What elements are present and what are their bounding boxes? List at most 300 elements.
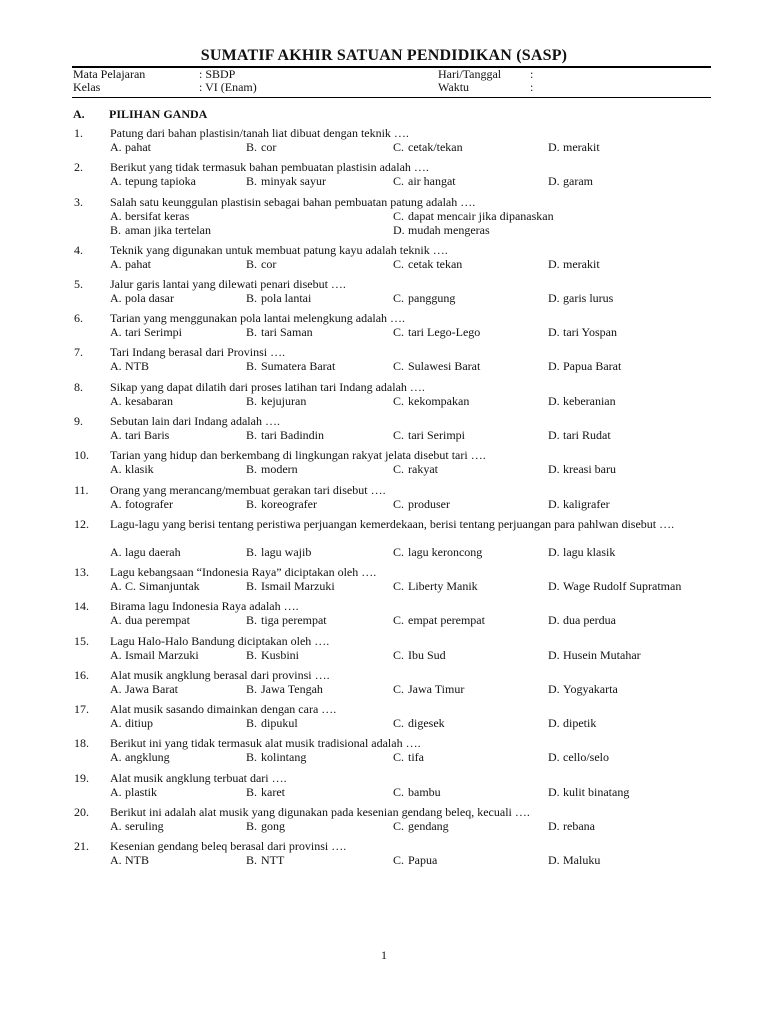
option-text: tepung tapioka: [125, 174, 196, 189]
option-letter: C.: [393, 578, 405, 593]
question-item: [72, 448, 722, 482]
answer-option: [393, 545, 482, 559]
option-letter: D.: [548, 544, 560, 559]
option-text: plastik: [125, 784, 157, 799]
option-letter: C.: [393, 359, 405, 374]
option-letter: B.: [246, 256, 258, 271]
question-text: Berikut yang tidak termasuk bahan pembuatan plastisin adalah ….: [110, 160, 429, 175]
answer-option: [393, 209, 554, 223]
option-text: produser: [408, 496, 450, 511]
question-item: [72, 668, 722, 702]
answer-option: [246, 462, 298, 476]
option-letter: D.: [548, 428, 560, 443]
option-text: panggung: [408, 290, 456, 305]
option-letter: D.: [548, 325, 560, 340]
option-letter: A.: [110, 681, 122, 696]
info-row-2: [72, 81, 711, 94]
option-text: Sumatera Barat: [261, 359, 336, 374]
exam-info-block: [72, 68, 711, 94]
option-letter: A.: [110, 716, 122, 731]
answer-option: [548, 291, 613, 305]
answer-option: [393, 853, 437, 867]
question-text: Tarian yang hidup dan berkembang di lingkungan rakyat jelata disebut tari ….: [110, 448, 486, 463]
answer-options: [110, 428, 722, 442]
question-item: [72, 311, 722, 345]
answer-options: [110, 785, 722, 799]
class-label: Kelas: [73, 80, 101, 94]
answer-option: [548, 545, 615, 559]
time-label: Waktu: [438, 80, 470, 94]
answer-option: [110, 291, 174, 305]
answer-option: [246, 359, 335, 373]
option-letter: D.: [548, 784, 560, 799]
answer-option: [246, 545, 311, 559]
question-text: Berikut ini yang tidak termasuk alat musik tradisional adalah ….: [110, 736, 421, 751]
option-letter: C.: [393, 853, 405, 868]
question-number: 9.: [74, 414, 83, 429]
option-text: garam: [563, 174, 593, 189]
option-text: rakyat: [408, 462, 438, 477]
answer-option: [246, 716, 298, 730]
option-text: tari Badindin: [261, 428, 324, 443]
answer-option: [548, 853, 600, 867]
answer-options: [110, 462, 722, 476]
option-letter: C.: [393, 256, 405, 271]
option-letter: A.: [110, 359, 122, 374]
option-text: Ibu Sud: [408, 647, 446, 662]
question-number: 20.: [74, 805, 89, 820]
option-letter: C.: [393, 174, 405, 189]
option-letter: D.: [548, 393, 560, 408]
option-letter: C.: [393, 681, 405, 696]
option-letter: B.: [246, 140, 258, 154]
option-letter: B.: [246, 784, 258, 799]
option-text: cetak tekan: [408, 256, 463, 271]
option-letter: D.: [393, 222, 405, 237]
answer-option: [110, 545, 181, 559]
option-letter: B.: [246, 613, 258, 628]
option-letter: B.: [246, 325, 258, 340]
answer-option: [246, 853, 284, 867]
option-letter: A.: [110, 819, 122, 834]
question-text: Sikap yang dapat dilatih dari proses latihan tari Indang adalah ….: [110, 379, 425, 394]
option-text: lagu keroncong: [408, 544, 483, 559]
option-letter: C.: [393, 462, 405, 477]
answer-option: [246, 497, 317, 511]
option-letter: B.: [246, 647, 258, 662]
answer-options: [110, 209, 722, 237]
option-text: merakit: [563, 256, 600, 271]
option-letter: B.: [246, 174, 258, 189]
question-text: Patung dari bahan plastisin/tanah liat dibuat dengan teknik ….: [110, 126, 409, 140]
answer-options: [110, 140, 722, 154]
answer-option: [110, 223, 211, 237]
option-text: keberanian: [563, 393, 616, 408]
answer-option: [548, 750, 609, 764]
answer-option: [110, 325, 182, 339]
option-text: lagu klasik: [563, 544, 616, 559]
answer-options: [110, 750, 722, 764]
option-letter: C.: [393, 647, 405, 662]
question-item: [72, 839, 722, 873]
answer-option: [393, 648, 446, 662]
subject-label: Mata Pelajaran: [73, 67, 146, 81]
option-text: Ismail Marzuki: [125, 647, 199, 662]
question-text: Teknik yang digunakan untuk membuat patung kayu adalah teknik ….: [110, 242, 448, 257]
answer-option: [110, 613, 190, 627]
option-text: Husein Mutahar: [563, 647, 641, 662]
question-text: Birama lagu Indonesia Raya adalah ….: [110, 599, 299, 614]
option-letter: A.: [110, 325, 122, 340]
option-text: cor: [261, 140, 277, 154]
question-number: 16.: [74, 667, 89, 682]
question-text: Tarian yang menggunakan pola lantai melengkung adalah ….: [110, 311, 406, 326]
question-number: 5.: [74, 276, 83, 291]
answer-options: [110, 174, 722, 188]
option-text: bambu: [408, 784, 441, 799]
option-text: klasik: [125, 462, 154, 477]
question-item: [72, 736, 722, 770]
answer-option: [246, 682, 323, 696]
header-rule-bottom: [72, 97, 711, 98]
option-letter: B.: [246, 853, 258, 868]
option-text: minyak sayur: [261, 174, 326, 189]
answer-options: [110, 819, 722, 833]
subject-value: : SBDP: [199, 67, 236, 81]
answer-option: [110, 359, 149, 373]
option-text: kolintang: [261, 750, 307, 765]
answer-option: [110, 497, 173, 511]
answer-option: [393, 428, 465, 442]
option-text: modern: [261, 462, 298, 477]
option-letter: C.: [393, 325, 405, 340]
answer-option: [393, 462, 438, 476]
option-text: dua perdua: [563, 613, 616, 628]
answer-option: [393, 497, 450, 511]
answer-option: [110, 428, 169, 442]
question-text: Alat musik sasando dimainkan dengan cara ….: [110, 702, 337, 717]
option-text: tiga perempat: [261, 613, 327, 628]
option-text: lagu daerah: [125, 544, 181, 559]
option-text: merakit: [563, 140, 600, 154]
answer-option: [246, 257, 276, 271]
answer-option: [393, 359, 480, 373]
option-text: digesek: [408, 716, 445, 731]
question-number: 4.: [74, 242, 83, 257]
question-text: Salah satu keunggulan plastisin sebagai bahan pembuatan patung adalah ….: [110, 194, 476, 209]
question-item: [72, 634, 722, 668]
option-text: tari Yospan: [563, 325, 618, 340]
option-text: tari Serimpi: [125, 325, 182, 340]
option-letter: C.: [393, 290, 405, 305]
option-text: mudah mengeras: [408, 222, 490, 237]
option-text: koreografer: [261, 496, 317, 511]
option-text: aman jika tertelan: [125, 222, 211, 237]
answer-option: [393, 613, 485, 627]
answer-option: [393, 819, 449, 833]
option-text: fotografer: [125, 496, 173, 511]
option-text: tari Baris: [125, 428, 170, 443]
option-text: gendang: [408, 819, 449, 834]
option-letter: D.: [548, 578, 560, 593]
answer-options: [110, 579, 722, 593]
option-letter: D.: [548, 716, 560, 731]
option-text: air hangat: [408, 174, 456, 189]
option-letter: D.: [548, 613, 560, 628]
option-letter: A.: [110, 174, 122, 189]
question-number: 2.: [74, 160, 83, 175]
question-item: [72, 805, 722, 839]
section-title: PILIHAN GANDA: [109, 107, 208, 121]
question-item: [72, 126, 722, 160]
option-letter: C.: [393, 750, 405, 765]
option-text: Jawa Tengah: [261, 681, 323, 696]
answer-option: [548, 174, 593, 188]
option-text: tari Saman: [261, 325, 313, 340]
question-number: 7.: [74, 345, 83, 360]
question-text: Lagu-lagu yang berisi tentang peristiwa perjuangan kemerdekaan, berisi tentang perjuangan para pahlwan disebut ….: [110, 516, 675, 531]
question-number: 12.: [74, 516, 89, 531]
time-value: :: [530, 80, 534, 94]
option-letter: A.: [110, 496, 122, 511]
answer-option: [110, 209, 189, 223]
option-text: Sulawesi Barat: [408, 359, 481, 374]
option-text: cor: [261, 256, 277, 271]
option-text: Liberty Manik: [408, 578, 478, 593]
option-text: empat perempat: [408, 613, 485, 628]
option-letter: B.: [246, 393, 258, 408]
option-letter: D.: [548, 462, 560, 477]
option-letter: D.: [548, 140, 560, 154]
question-text: Berikut ini adalah alat musik yang digunakan pada kesenian gendang beleq, kecuali ….: [110, 805, 530, 820]
answer-option: [110, 394, 173, 408]
question-number: 1.: [74, 126, 83, 140]
answer-option: [393, 223, 490, 237]
question-number: 6.: [74, 311, 83, 326]
option-letter: A.: [110, 750, 122, 765]
option-letter: D.: [548, 819, 560, 834]
option-letter: A.: [110, 853, 122, 868]
question-text: Kesenian gendang beleq berasal dari provinsi ….: [110, 839, 347, 854]
option-text: kaligrafer: [563, 496, 610, 511]
option-text: rebana: [563, 819, 595, 834]
option-text: gong: [261, 819, 285, 834]
answer-option: [246, 325, 313, 339]
option-letter: D.: [548, 681, 560, 696]
option-letter: D.: [548, 647, 560, 662]
answer-option: [246, 579, 335, 593]
option-text: dipetik: [563, 716, 597, 731]
option-letter: B.: [246, 359, 258, 374]
answer-option: [393, 579, 478, 593]
answer-option: [393, 140, 463, 154]
answer-option: [246, 174, 326, 188]
option-letter: B.: [246, 578, 258, 593]
option-letter: B.: [246, 681, 258, 696]
option-letter: C.: [393, 140, 405, 154]
question-number: 17.: [74, 702, 89, 717]
answer-option: [246, 785, 285, 799]
option-letter: A.: [110, 208, 122, 223]
option-text: Ismail Marzuki: [261, 578, 335, 593]
answer-option: [548, 325, 617, 339]
answer-option: [246, 428, 324, 442]
option-text: karet: [261, 784, 285, 799]
option-letter: A.: [110, 140, 122, 154]
option-text: Kusbini: [261, 647, 300, 662]
option-letter: A.: [110, 462, 122, 477]
exam-title: SUMATIF AKHIR SATUAN PENDIDIKAN (SASP): [200, 47, 568, 64]
class-value: : VI (Enam): [199, 80, 257, 94]
option-letter: D.: [548, 174, 560, 189]
answer-option: [110, 140, 151, 154]
answer-option: [110, 648, 199, 662]
option-text: tari Lego-Lego: [408, 325, 481, 340]
answer-option: [110, 853, 149, 867]
option-letter: C.: [393, 716, 405, 731]
option-text: NTB: [125, 853, 149, 868]
option-letter: A.: [110, 613, 122, 628]
answer-option: [110, 750, 170, 764]
question-item: [72, 277, 722, 311]
option-letter: D.: [548, 750, 560, 765]
option-letter: C.: [393, 208, 405, 223]
answer-option: [393, 325, 480, 339]
answer-option: [548, 140, 600, 154]
option-text: pola dasar: [125, 290, 174, 305]
question-text: Orang yang merancang/membuat gerakan tari disebut ….: [110, 482, 386, 497]
option-text: dua perempat: [125, 613, 190, 628]
answer-option: [110, 579, 200, 593]
question-text: Lagu Halo-Halo Bandung diciptakan oleh ….: [110, 633, 330, 648]
answer-option: [393, 682, 464, 696]
option-letter: B.: [246, 496, 258, 511]
option-letter: C.: [393, 393, 405, 408]
option-text: kreasi baru: [563, 462, 616, 477]
option-letter: B.: [246, 750, 258, 765]
answer-option: [548, 785, 629, 799]
answer-option: [548, 462, 616, 476]
option-text: tari Rudat: [563, 428, 611, 443]
answer-option: [548, 359, 621, 373]
answer-option: [110, 819, 164, 833]
option-letter: D.: [548, 256, 560, 271]
answer-options: [110, 682, 722, 696]
question-number: 19.: [74, 770, 89, 785]
option-text: Maluku: [563, 853, 601, 868]
option-text: lagu wajib: [261, 544, 312, 559]
option-letter: D.: [548, 290, 560, 305]
question-item: [72, 414, 722, 448]
answer-option: [393, 785, 441, 799]
answer-option: [246, 613, 327, 627]
option-letter: B.: [246, 819, 258, 834]
answer-option: [110, 462, 154, 476]
answer-option: [110, 785, 157, 799]
answer-option: [246, 648, 299, 662]
option-letter: B.: [246, 290, 258, 305]
option-text: Yogyakarta: [563, 681, 618, 696]
option-letter: B.: [246, 544, 258, 559]
option-text: bersifat keras: [125, 208, 190, 223]
question-text: Tari Indang berasal dari Provinsi ….: [110, 345, 286, 360]
option-text: NTB: [125, 359, 149, 374]
option-text: NTT: [261, 853, 285, 868]
option-text: Papua: [408, 853, 438, 868]
answer-options: [110, 853, 722, 867]
option-text: dipukul: [261, 716, 298, 731]
option-letter: C.: [393, 496, 405, 511]
option-letter: C.: [393, 784, 405, 799]
option-text: cello/selo: [563, 750, 609, 765]
question-item: [72, 195, 722, 243]
question-number: 3.: [74, 194, 83, 209]
answer-option: [548, 613, 616, 627]
question-number: 8.: [74, 379, 83, 394]
answer-option: [246, 819, 285, 833]
question-number: 18.: [74, 736, 89, 751]
answer-option: [110, 257, 151, 271]
question-number: 21.: [74, 839, 89, 854]
option-letter: A.: [110, 544, 122, 559]
question-text: Sebutan lain dari Indang adalah ….: [110, 414, 280, 429]
option-letter: D.: [548, 496, 560, 511]
answer-option: [548, 497, 610, 511]
option-letter: A.: [110, 256, 122, 271]
answer-option: [393, 174, 456, 188]
answer-options: [110, 291, 722, 305]
question-text: Lagu kebangsaan “Indonesia Raya” diciptakan oleh ….: [110, 564, 377, 579]
question-list: [72, 126, 722, 874]
date-value: :: [530, 67, 534, 81]
answer-option: [548, 648, 641, 662]
option-letter: B.: [246, 428, 258, 443]
answer-options: [110, 325, 722, 339]
answer-option: [393, 716, 445, 730]
question-number: 10.: [74, 448, 89, 463]
question-item: [72, 483, 722, 517]
question-item: [72, 517, 722, 565]
question-item: [72, 345, 722, 379]
answer-option: [393, 394, 469, 408]
question-item: [72, 771, 722, 805]
answer-options: [110, 648, 722, 662]
answer-option: [393, 750, 424, 764]
option-letter: D.: [548, 853, 560, 868]
question-item: [72, 380, 722, 414]
date-label: Hari/Tanggal: [438, 67, 502, 81]
answer-option: [246, 750, 306, 764]
answer-option: [548, 428, 611, 442]
option-text: kesabaran: [125, 393, 173, 408]
option-letter: A.: [110, 784, 122, 799]
option-letter: B.: [246, 462, 258, 477]
option-text: Jawa Barat: [125, 681, 178, 696]
option-letter: A.: [110, 428, 122, 443]
option-text: Papua Barat: [563, 359, 622, 374]
answer-option: [548, 682, 618, 696]
option-text: pahat: [125, 256, 151, 271]
option-text: tari Serimpi: [408, 428, 465, 443]
option-text: dapat mencair jika dipanaskan: [408, 208, 554, 223]
option-text: Jawa Timur: [408, 681, 465, 696]
option-letter: A.: [110, 578, 122, 593]
option-text: Wage Rudolf Supratman: [563, 578, 682, 593]
option-text: C. Simanjuntak: [125, 578, 200, 593]
option-text: garis lurus: [563, 290, 614, 305]
answer-option: [548, 819, 595, 833]
question-number: 13.: [74, 564, 89, 579]
